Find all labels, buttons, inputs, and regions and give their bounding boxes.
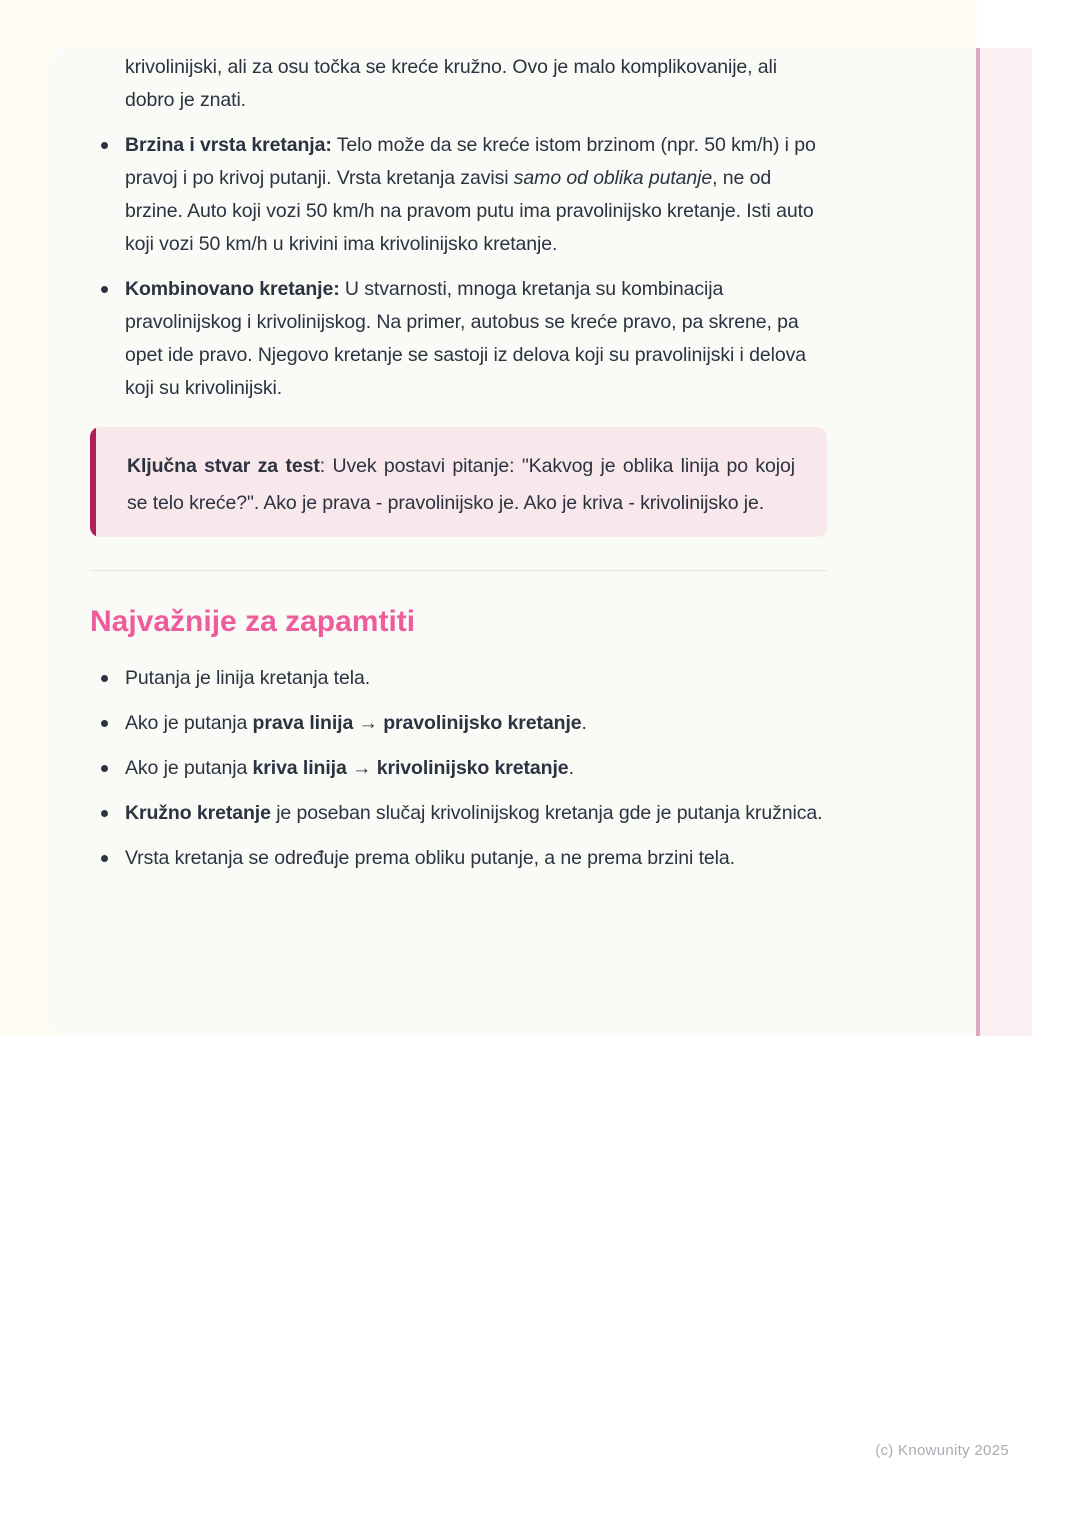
bullet-list-summary	[90, 662, 827, 875]
text-segment: prava linija	[252, 712, 354, 734]
text-segment: Ako je putanja	[125, 757, 253, 779]
paragraph-continuation	[125, 51, 827, 117]
text-segment: Ključna stvar za test	[127, 455, 320, 477]
note-content	[90, 48, 827, 887]
text-segment: Putanja je linija kretanja tela.	[125, 667, 371, 689]
text-segment: : Uvek postavi pitanje: "Kakvog je oblika linija po kojoj se telo kreće?". Ako je prava - pravolinijsko je. Ako je kriva - krivolinijsko je.	[127, 455, 795, 514]
text-segment: Kombinovano kretanje:	[125, 278, 340, 300]
right-accent-bar	[976, 48, 1032, 1036]
text-segment: .	[581, 712, 587, 734]
list-item	[90, 842, 827, 875]
text-segment: krivolinijski, ali za osu točka se kreće kružno. Ovo je malo komplikovanije, ali dobro je znati.	[125, 56, 778, 111]
text-segment: krivolinijsko kretanje	[376, 757, 569, 779]
text-segment: samo od oblika putanje	[513, 167, 713, 189]
text-segment: Kružno kretanje	[125, 802, 271, 824]
list-item	[90, 129, 827, 261]
list-item	[90, 797, 827, 830]
text-segment: kriva linija	[252, 757, 347, 779]
text-segment: je poseban slučaj krivolinijskog kretanja gde je putanja kružnica.	[270, 802, 823, 824]
section-divider	[90, 570, 827, 571]
text-segment: Telo može da se kreće istom brzinom (npr. 50 km/h) i po pravoj i po krivoj putanji. Vrsta kretanja zavisi	[125, 134, 816, 189]
list-item	[90, 752, 827, 785]
key-test-callout	[90, 427, 827, 537]
text-segment: Ako je putanja	[125, 712, 253, 734]
text-segment: Brzina i vrsta kretanja:	[125, 134, 332, 156]
copyright-footer: (c) Knowunity 2025	[875, 1442, 1009, 1459]
text-segment: U stvarnosti, mnoga kretanja su kombinacija pravolinijskog i krivolinijskog. Na primer, autobus se kreće pravo, pa skrene, pa opet ide pravo. Njegovo kretanje se sastoji iz delova koji su pravolinijski i delova koji su krivolinijski.	[125, 278, 806, 399]
list-item	[90, 662, 827, 695]
text-segment: →	[346, 757, 377, 779]
text-segment: pravolinijsko kretanje	[383, 712, 582, 734]
text-segment: →	[353, 712, 384, 734]
text-segment: .	[568, 757, 574, 779]
bullet-list-top	[90, 129, 827, 405]
text-segment: , ne od brzine. Auto koji vozi 50 km/h na pravom putu ima pravolinijsko kretanje. Isti auto koji vozi 50 km/h u krivini ima krivolinijsko kretanje.	[125, 167, 814, 255]
text-segment: Vrsta kretanja se određuje prema obliku putanje, a ne prema brzini tela.	[125, 847, 735, 869]
callout-text	[96, 427, 827, 537]
list-item	[90, 707, 827, 740]
list-item	[90, 273, 827, 405]
section-heading: Najvažnije za zapamtiti	[90, 605, 416, 638]
